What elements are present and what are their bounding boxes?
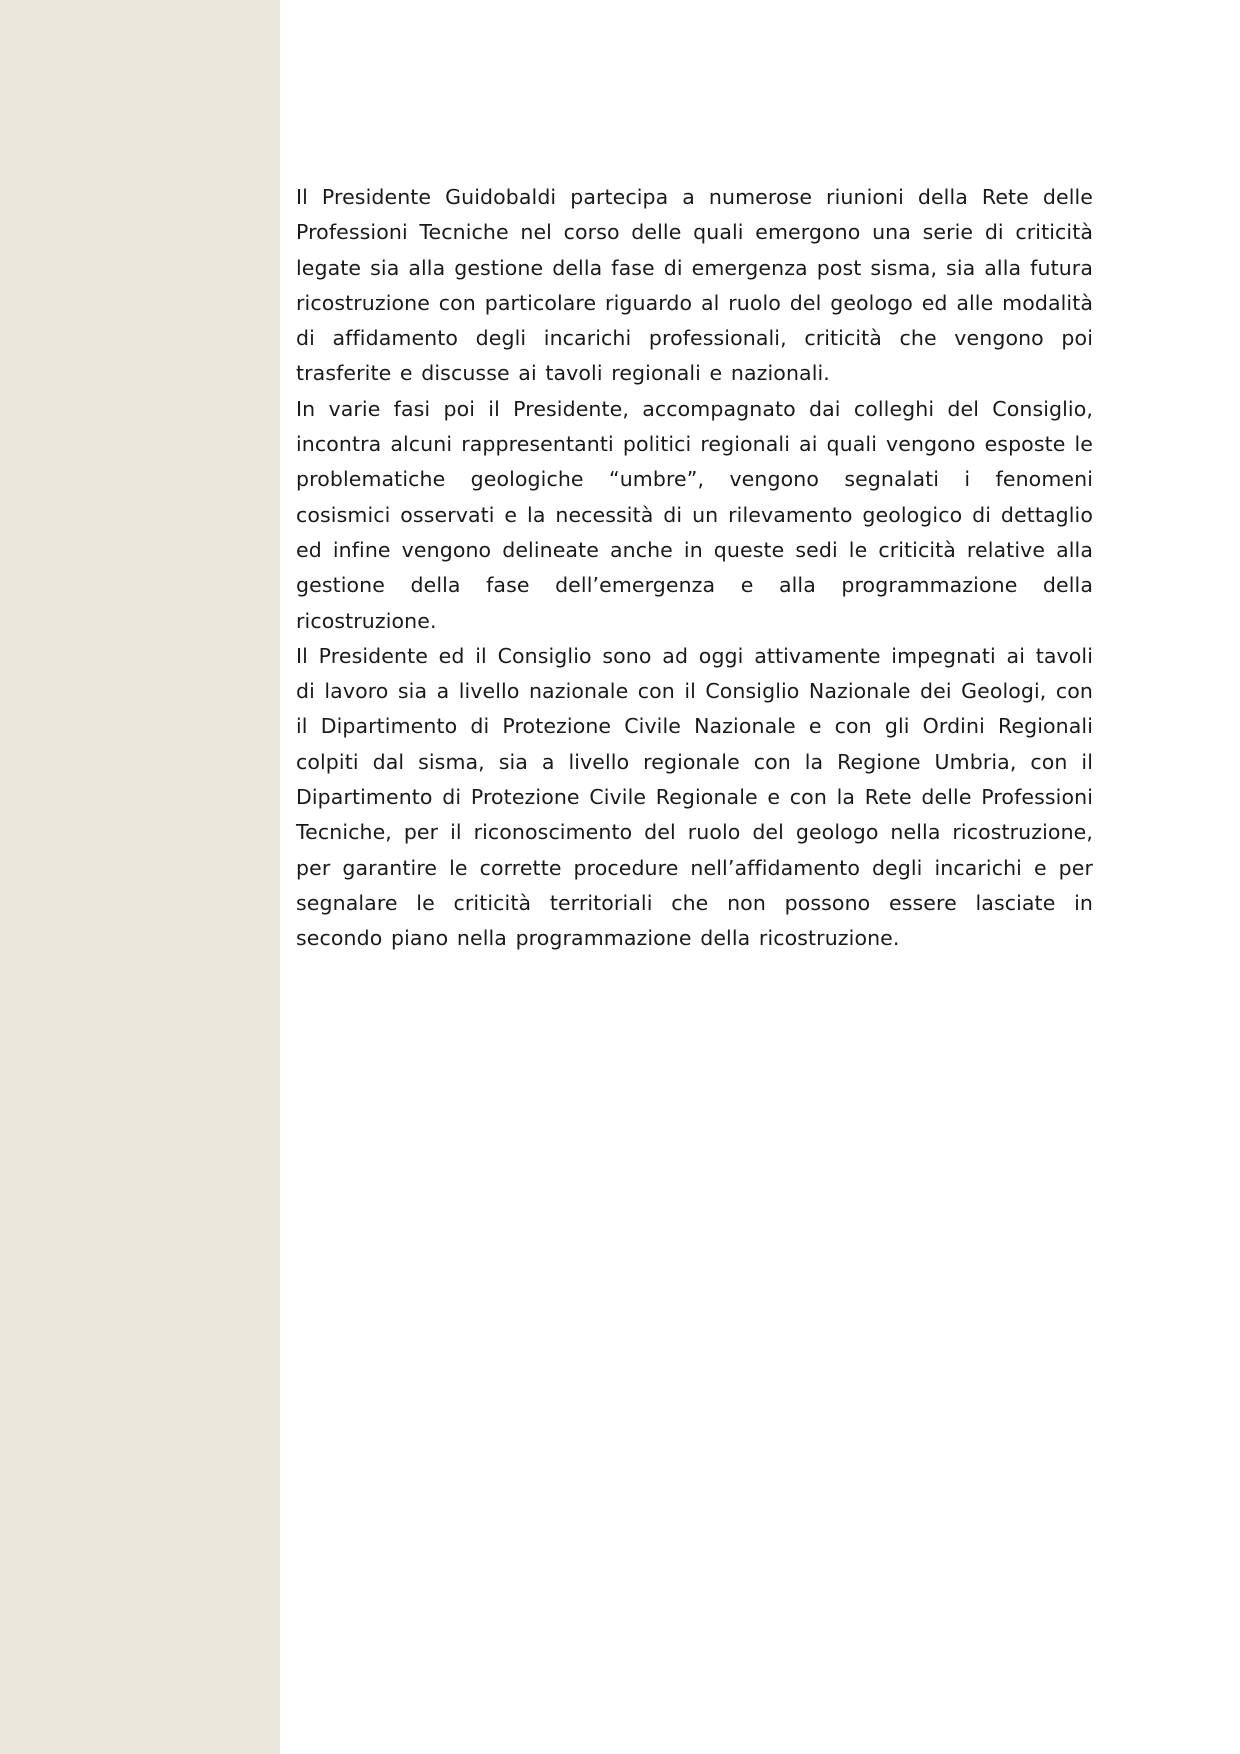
- paragraph-3: Il Presidente ed il Consiglio sono ad oggi attivamente impegnati ai tavoli di lavoro sia a livello nazionale con il Consiglio Nazionale dei Geologi, con il Dipartimento di Protezione Civile Nazionale e con gli Ordini Regionali colpiti dal sisma, sia a livello regionale con la Regione Umbria, con il Dipartimento di Protezione Civile Regionale e con la Rete delle Professioni Tecniche, per il riconoscimento del ruolo del geologo nella ricostruzione, per garantire le corrette procedure nell’affidamento degli incarichi e per segnalare le criticità territoriali che non possono essere lasciate in secondo piano nella programmazione della ricostruzione.: [296, 643, 1093, 951]
- paragraph-2: In varie fasi poi il Presidente, accompagnato dai colleghi del Consiglio, incontra alcuni rappresentanti politici regionali ai quali vengono esposte le problematiche geologiche “umbre”, vengono segnalati i fenomeni cosismici osservati e la necessità di un rilevamento geologico di dettaglio ed infine vengono delineate anche in queste sedi le criticità relative alla gestione della fase dell’emergenza e alla programmazione della ricostruzione.: [296, 396, 1093, 633]
- side-band: [0, 0, 280, 1754]
- paragraph-1: Il Presidente Guidobaldi partecipa a numerose riunioni della Rete delle Professioni Tecniche nel corso delle quali emergono una serie di criticità legate sia alla gestione della fase di emergenza post sisma, sia alla futura ricostruzione con particolare riguardo al ruolo del geologo ed alle modalità di affidamento degli incarichi professionali, criticità che vengono poi trasferite e discusse ai tavoli regionali e nazionali.: [296, 185, 1093, 386]
- page-body: [296, 180, 1093, 957]
